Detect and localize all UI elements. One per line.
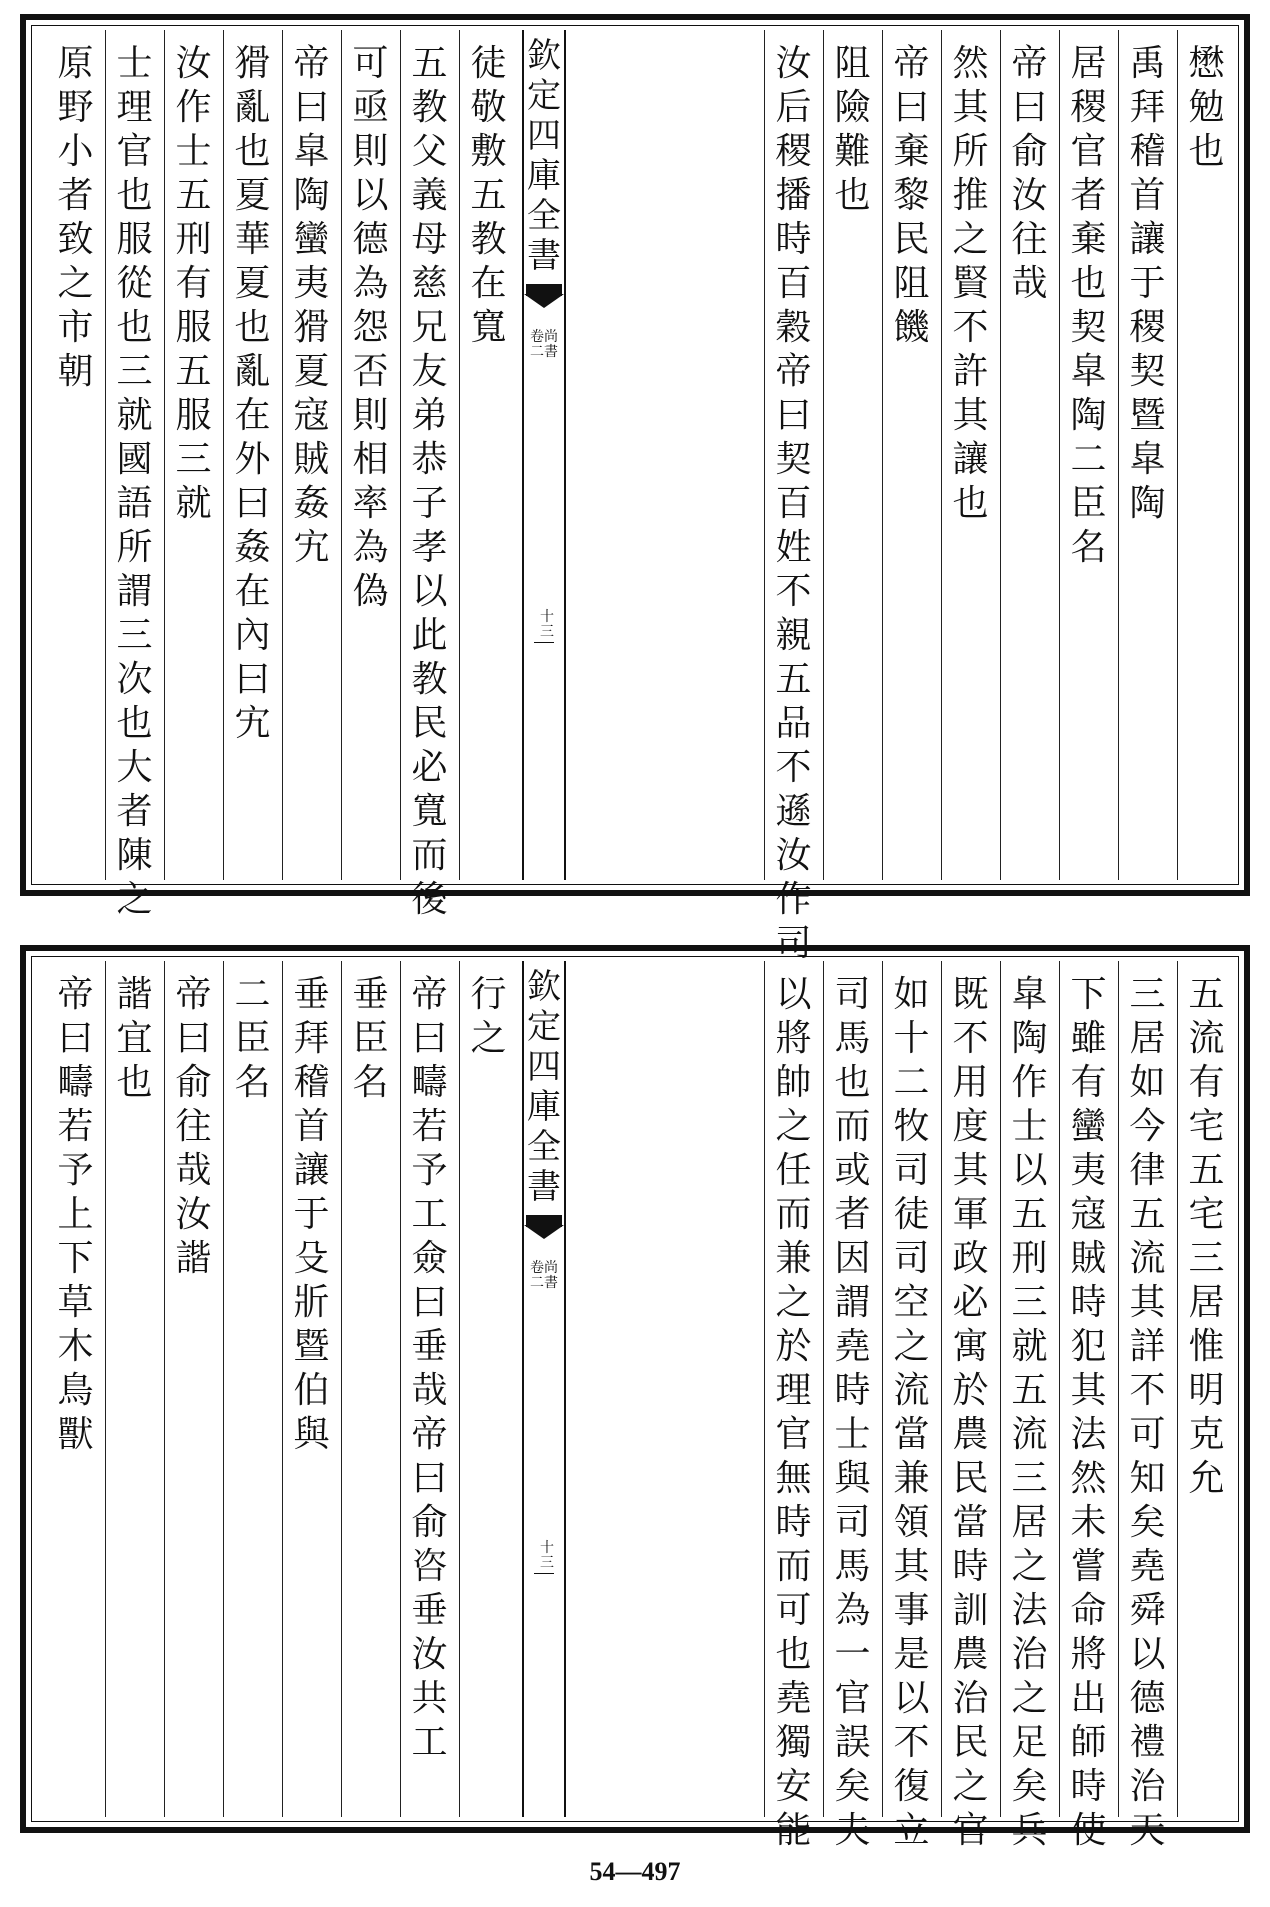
center-volume: 卷 二	[530, 1260, 544, 1291]
text-column-left-8: 原 野 小 者 致 之 市 朝	[57, 43, 94, 392]
column-rule	[341, 30, 342, 880]
text-column-right-7: 司 馬 也 而 或 者 因 謂 堯 時 士 與 司 馬 為 一 官 誤 矣 夫	[834, 974, 871, 1851]
text-column-right-1: 懋 勉 也	[1188, 43, 1225, 172]
column-rule	[223, 961, 224, 1817]
text-column-left-3: 垂 臣 名	[352, 974, 389, 1103]
column-rule	[223, 30, 224, 880]
column-rule	[941, 961, 942, 1817]
text-column-left-4: 垂 拜 稽 首 讓 于 殳 斨 暨 伯 與	[293, 974, 330, 1455]
text-column-right-4: 帝 曰 俞 汝 往 哉	[1011, 43, 1048, 304]
text-column-right-6: 如 十 二 牧 司 徒 司 空 之 流 當 兼 領 其 事 是 以 不 復 立	[893, 974, 930, 1851]
text-column-left-6: 汝 作 士 五 刑 有 服 五 服 三 就	[175, 43, 212, 524]
center-tick	[534, 1573, 554, 1574]
column-rule	[282, 30, 283, 880]
column-rule	[823, 30, 824, 880]
center-leaf-number: 十 三	[540, 1540, 554, 1571]
column-rule	[282, 961, 283, 1817]
column-rule	[882, 961, 883, 1817]
column-rule	[1177, 30, 1178, 880]
center-fold-strip	[522, 30, 566, 880]
text-column-right-5: 既 不 用 度 其 軍 政 必 寓 於 農 民 當 時 訓 農 治 民 之 官	[952, 974, 989, 1851]
text-column-left-7: 士 理 官 也 服 從 也 三 就 國 語 所 謂 三 次 也 大 者 陳 之	[116, 43, 153, 920]
page-panel-top	[20, 14, 1250, 964]
column-rule	[1177, 961, 1178, 1817]
text-column-right-2: 禹 拜 稽 首 讓 于 稷 契 暨 皐 陶	[1129, 43, 1166, 524]
text-column-right-8: 以 將 帥 之 任 而 兼 之 於 理 官 無 時 而 可 也 堯 獨 安 能	[775, 974, 812, 1851]
column-rule	[1059, 30, 1060, 880]
column-rule	[400, 30, 401, 880]
column-rule	[764, 961, 765, 1817]
column-rule	[1118, 961, 1119, 1817]
text-column-right-5: 然 其 所 推 之 賢 不 許 其 讓 也	[952, 43, 989, 524]
text-column-left-5: 猾 亂 也 夏 華 夏 也 亂 在 外 曰 姦 在 內 曰 宄	[234, 43, 271, 744]
column-rule	[823, 961, 824, 1817]
center-book-name: 尚 書	[544, 1260, 558, 1291]
text-column-left-6: 帝 曰 俞 往 哉 汝 諧	[175, 974, 212, 1279]
center-tick	[534, 642, 554, 643]
column-rule	[400, 961, 401, 1817]
page-number-footer: 54—497	[589, 1857, 681, 1886]
text-column-left-1: 徒 敬 敷 五 教 在 寬	[470, 43, 507, 348]
center-volume: 卷 二	[530, 329, 544, 360]
column-rule	[459, 961, 460, 1817]
column-rule	[164, 30, 165, 880]
text-column-right-4: 皐 陶 作 士 以 五 刑 三 就 五 流 三 居 之 法 治 之 足 矣 兵	[1011, 974, 1048, 1851]
fish-tail-mark	[524, 284, 564, 310]
text-column-right-7: 阻 險 難 也	[834, 43, 871, 216]
column-rule	[1059, 961, 1060, 1817]
column-rule	[1118, 30, 1119, 880]
center-book-name: 尚 書	[544, 329, 558, 360]
text-column-left-3: 可 亟 則 以 德 為 怨 否 則 相 率 為 偽	[352, 43, 389, 612]
text-column-left-2: 五 教 父 義 母 慈 兄 友 弟 恭 子 孝 以 此 教 民 必 寬 而 後	[411, 43, 448, 920]
text-column-right-2: 三 居 如 今 律 五 流 其 詳 不 可 知 矣 堯 舜 以 德 禮 治 天	[1129, 974, 1166, 1851]
column-rule	[105, 961, 106, 1817]
text-column-left-5: 二 臣 名	[234, 974, 271, 1103]
column-rule	[764, 30, 765, 880]
text-column-right-3: 居 稷 官 者 棄 也 契 皐 陶 二 臣 名	[1070, 43, 1107, 568]
column-rule	[105, 30, 106, 880]
center-leaf-number: 十 三	[540, 609, 554, 640]
book-title: 欽 定 四 庫 全 書	[527, 967, 561, 1207]
column-rule	[882, 30, 883, 880]
text-column-left-4: 帝 曰 皐 陶 蠻 夷 猾 夏 寇 賊 姦 宄	[293, 43, 330, 568]
text-column-right-8: 汝 后 稷 播 時 百 穀 帝 曰 契 百 姓 不 親 五 品 不 遜 汝 作 司	[775, 43, 812, 964]
column-rule	[1000, 961, 1001, 1817]
text-column-left-8: 帝 曰 疇 若 予 上 下 草 木 鳥 獸	[57, 974, 94, 1455]
column-rule	[941, 30, 942, 880]
fish-tail-mark	[524, 1215, 564, 1241]
center-fold-strip	[522, 961, 566, 1817]
text-column-right-1: 五 流 有 宅 五 宅 三 居 惟 明 克 允	[1188, 974, 1225, 1499]
text-column-left-7: 諧 宜 也	[116, 974, 153, 1103]
column-rule	[341, 961, 342, 1817]
column-rule	[459, 30, 460, 880]
text-column-left-1: 行 之	[470, 974, 507, 1059]
column-rule	[164, 961, 165, 1817]
column-rule	[1000, 30, 1001, 880]
book-title: 欽 定 四 庫 全 書	[527, 36, 561, 276]
text-column-right-6: 帝 曰 棄 黎 民 阻 饑	[893, 43, 930, 348]
page-panel-bottom	[20, 945, 1250, 1851]
text-column-left-2: 帝 曰 疇 若 予 工 僉 曰 垂 哉 帝 曰 俞 咨 垂 汝 共 工	[411, 974, 448, 1763]
text-column-right-3: 下 雖 有 蠻 夷 寇 賊 時 犯 其 法 然 未 嘗 命 將 出 師 時 使	[1070, 974, 1107, 1851]
